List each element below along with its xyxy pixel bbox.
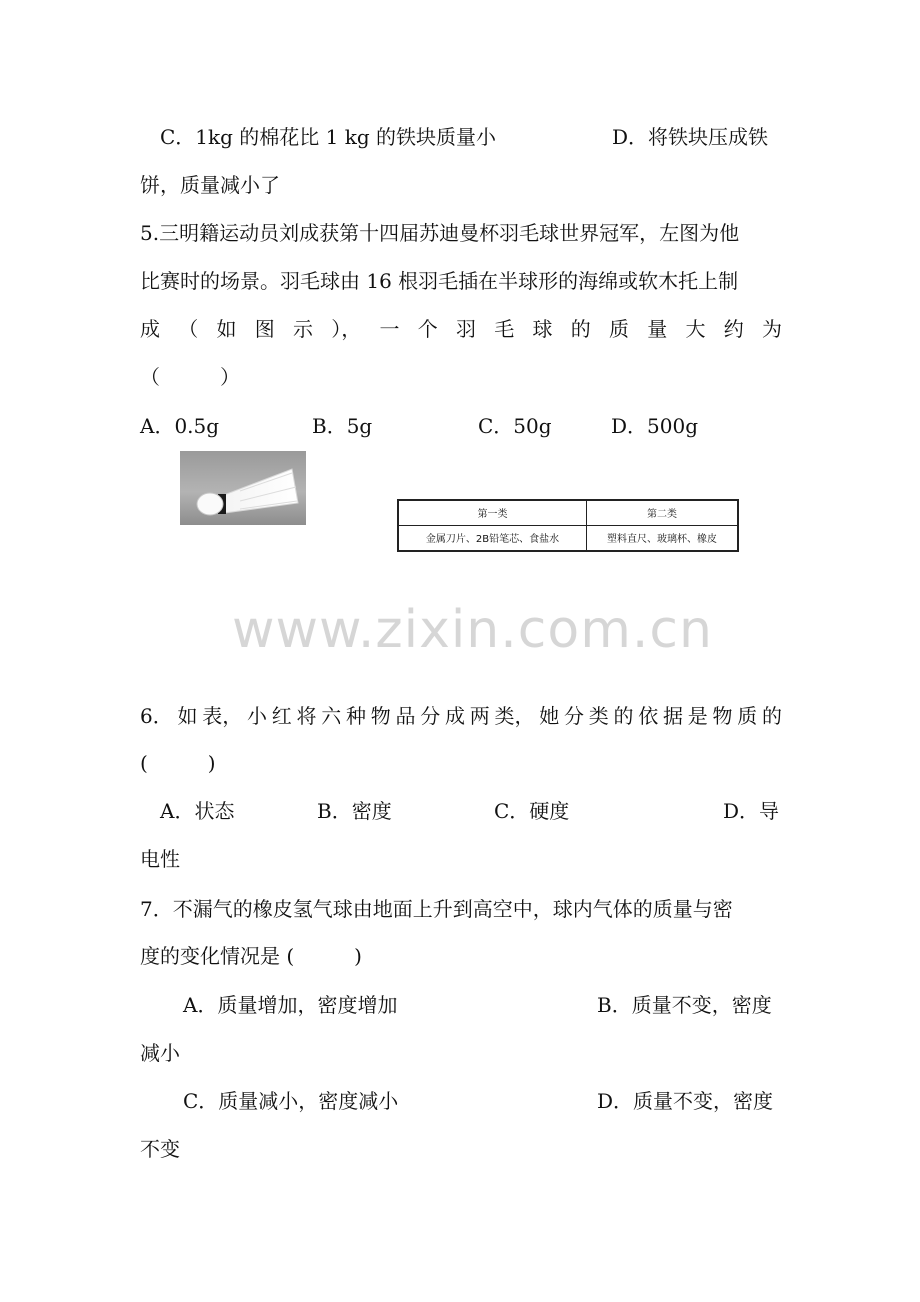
- q5-line3-char: 为: [762, 317, 782, 341]
- q6-option-b: B．密度: [317, 799, 392, 823]
- q6-line1-char: 分: [563, 704, 584, 728]
- q5-line3-char: 羽: [456, 317, 476, 341]
- q7-option-a: A．质量增加，密度增加: [183, 993, 398, 1017]
- q5-line3-char: 示: [293, 317, 313, 341]
- q6-line1-char: 类，: [494, 704, 535, 728]
- classification-table: [397, 499, 739, 552]
- table-header-1: 第一类: [399, 501, 587, 526]
- q6-line1-char: 物: [370, 704, 391, 728]
- q7-option-d: D．质量不变，密度: [597, 1089, 774, 1113]
- q6-line1-char: 的: [761, 704, 782, 728]
- q5-stem-line-1: 5.三明籍运动员刘成获第十四届苏迪曼杯羽毛球世界冠军，左图为他: [140, 221, 740, 245]
- q5-line3-char: 大: [685, 317, 706, 341]
- q6-line1-char: 是: [687, 704, 708, 728]
- q6-line1-char: 如: [177, 704, 198, 728]
- q6-line1-char: 品: [395, 704, 416, 728]
- q5-line3-char: 的: [570, 317, 591, 341]
- q4-option-d-continued: 饼，质量减小了: [140, 173, 280, 197]
- shuttlecock-photo: [180, 451, 306, 525]
- table-header-2: 第二类: [587, 501, 737, 526]
- q7-stem-line-2: 度的变化情况是 ( ): [140, 944, 362, 968]
- q7-option-c: C．质量减小，密度减小: [183, 1089, 399, 1113]
- q6-option-d: D．导: [723, 799, 780, 823]
- q6-line1-char: 的: [613, 704, 634, 728]
- q6-line1-char: 红: [271, 704, 292, 728]
- q6-line1-char: 类: [588, 704, 609, 728]
- q6-line1-char: 表，: [202, 704, 243, 728]
- q5-line3-char: 约: [723, 317, 744, 341]
- q5-option-a: A．0.5g: [140, 414, 220, 438]
- q5-line3-char: 个: [417, 317, 438, 341]
- q6-option-d-continued: 电性: [140, 847, 180, 871]
- q6-line1-char: 据: [662, 704, 683, 728]
- q4-option-c: C．1kg 的棉花比 1 kg 的铁块质量小: [160, 125, 497, 149]
- q6-line1-char: 她: [539, 704, 560, 728]
- q6-line1-char: 6．: [140, 704, 173, 728]
- q7-option-b: B．质量不变，密度: [597, 993, 772, 1017]
- q7-option-d-continued: 不变: [140, 1137, 180, 1161]
- q5-line3-char: 量: [647, 317, 668, 341]
- q4-option-d: D．将铁块压成铁: [612, 125, 769, 149]
- q5-line3-char: 成: [140, 317, 160, 341]
- q6-line1-char: 小: [246, 704, 267, 728]
- q5-line3-char: 毛: [494, 317, 515, 341]
- q5-line3-char: ），: [331, 317, 362, 341]
- watermark: www.zixin.com.cn: [232, 600, 713, 660]
- q5-line3-char: 图: [254, 317, 275, 341]
- q6-answer-blank: ( ): [140, 751, 216, 775]
- q6-option-c: C．硬度: [494, 799, 570, 823]
- q6-line1-char: 物: [712, 704, 733, 728]
- q5-option-d: D．500g: [611, 414, 699, 438]
- q5-stem-line-3: [140, 316, 782, 342]
- table-cell-2: 塑料直尺、玻璃杯、橡皮: [607, 534, 717, 546]
- q5-stem-line-2: 比赛时的场景。羽毛球由 16 根羽毛插在半球形的海绵或软木托上制: [140, 269, 739, 293]
- q6-line1-char: 质: [737, 704, 758, 728]
- q7-stem-line-1: 7．不漏气的橡皮氢气球由地面上升到高空中，球内气体的质量与密: [140, 897, 733, 921]
- q6-line1-char: 六: [321, 704, 342, 728]
- shuttlecock-icon: [180, 451, 306, 525]
- q5-option-b: B．5g: [312, 414, 373, 438]
- table-cell-1: 金属刀片、2B铅笔芯、食盐水: [399, 526, 587, 551]
- q6-line1-char: 将: [296, 704, 317, 728]
- q6-stem-line-1: [140, 703, 782, 729]
- q5-option-c: C．50g: [478, 414, 552, 438]
- q5-line3-char: 一: [379, 317, 400, 341]
- q5-line3-char: （: [178, 317, 199, 341]
- q5-answer-blank: （ ）: [140, 365, 240, 389]
- q5-line3-char: 质: [609, 317, 629, 341]
- q5-line3-char: 球: [532, 317, 553, 341]
- q5-line3-char: 如: [216, 317, 237, 341]
- q6-line1-char: 依: [638, 704, 659, 728]
- q6-line1-char: 分: [420, 704, 441, 728]
- q6-line1-char: 两: [469, 704, 490, 728]
- q7-option-b-continued: 减小: [140, 1041, 180, 1065]
- q6-line1-char: 种: [345, 704, 366, 728]
- q6-line1-char: 成: [444, 704, 465, 728]
- q6-option-a: A．状态: [160, 799, 235, 823]
